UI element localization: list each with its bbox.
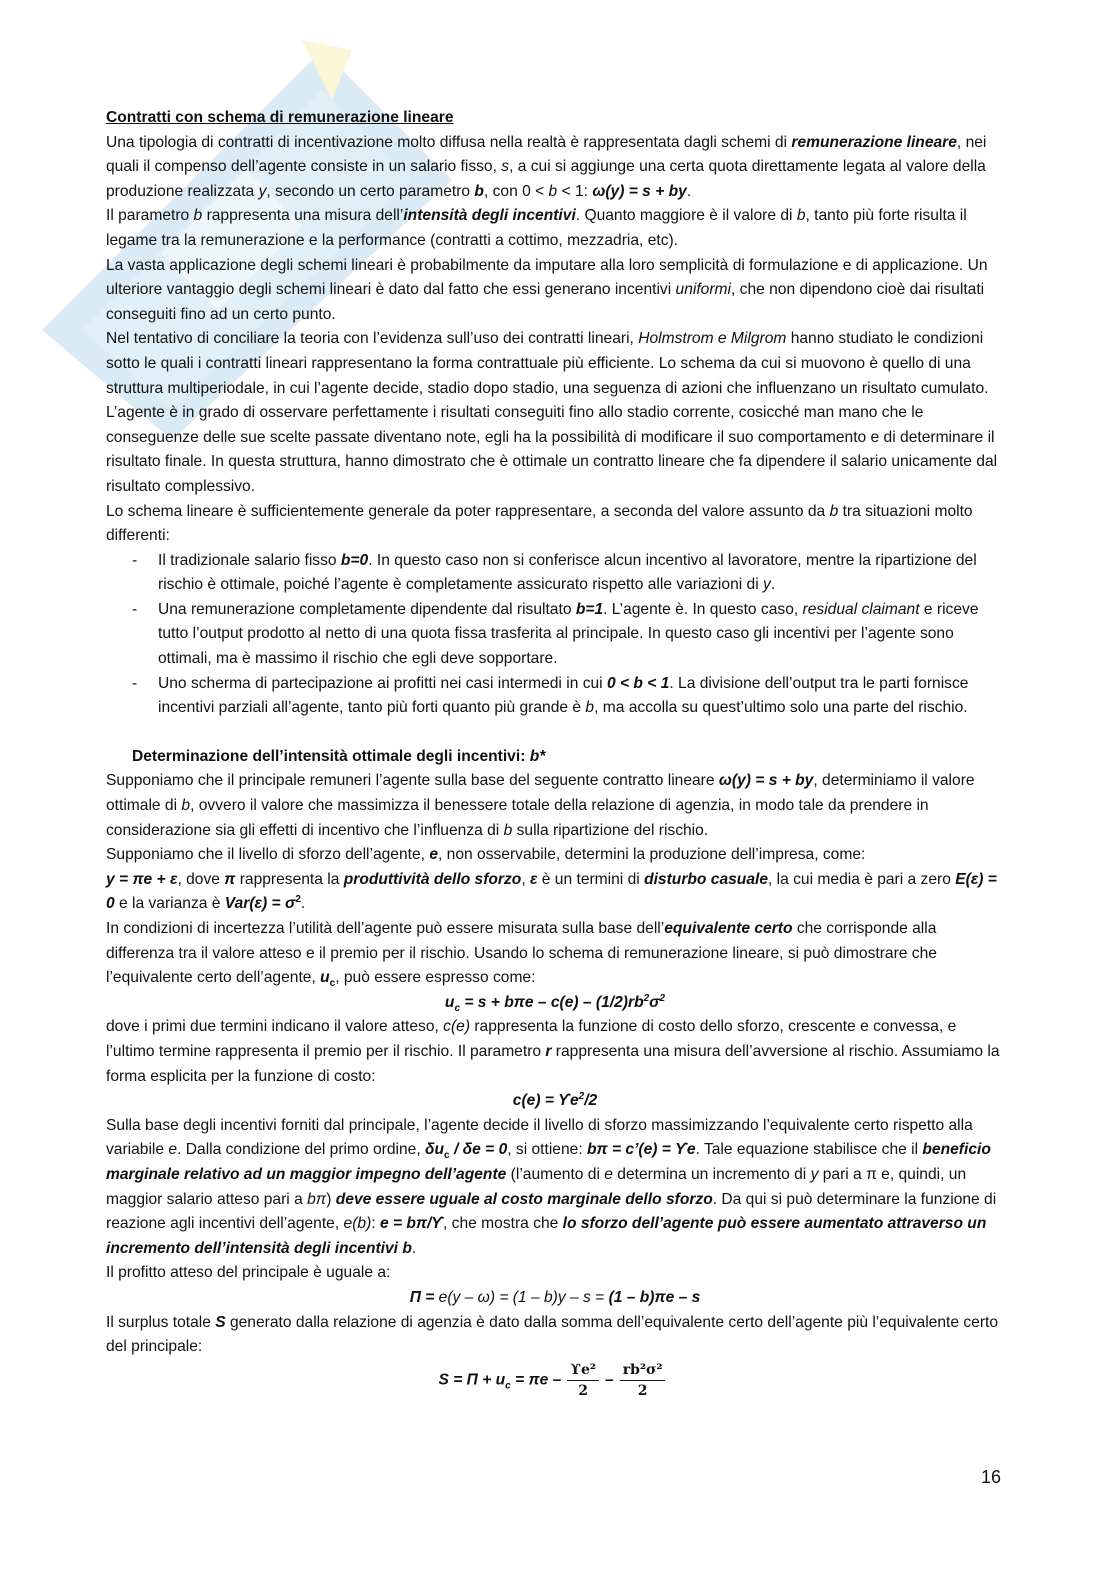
paragraph: Una tipologia di contratti di incentivazione molto diffusa nella realtà è rappresentata dagli schemi di remunerazione lineare, nei quali il compenso dell’agente consiste in un salario fisso, s, a cui si aggiunge una certa quota direttamente legata al valore della produzione realizzata y, secondo un certo parametro b, con 0 < b < 1: ω(y) = s + by. — [106, 133, 987, 200]
paragraph: Il surplus totale S generato dalla relazione di agenzia è dato dalla somma dell’equivalente certo dell’agente più l’equivalente certo del principale: — [106, 1313, 999, 1356]
list-item: - Uno scherma di partecipazione ai profitti nei casi intermedi in cui 0 < b < 1. La divisione dell’output tra le parti fornisce incentivi parziali all’agente, tanto più forti quanto più grande è b, ma accolla su quest’ultimo solo una parte del rischio. — [158, 672, 1004, 721]
paragraph: Supponiamo che il principale remuneri l’agente sulla base del seguente contratto lineare ω(y) = s + by, determiniamo il valore ottimale di b, ovvero il valore che massimizza il benessere totale della relazione di agenzia, in modo tale da prendere in considerazione sia gli effetti di incentivo che l’influenza di b sulla ripartizione del rischio. — [106, 772, 975, 839]
equation-principal-profit: Π = e(y – ω) = (1 – b)y – s = (1 – b)πe – s — [409, 1288, 701, 1306]
paragraph: y = πe + ε, dove π rappresenta la produttività dello sforzo, ε è un termini di disturbo casuale, la cui media è pari a zero E(ε) = 0 e la varianza è $Var(\varepsilon) = \sigma^2$. — [106, 870, 997, 913]
equation-total-surplus: $S = \Pi + u_c = \pi e$ – $\frac{\text{ϒe²}}{2}$ – $\frac{\text{rb²σ²}}{2}$ — [106, 1360, 1004, 1401]
paragraph: Nel tentativo di conciliare la teoria con l’evidenza sull’uso dei contratti lineari, Holmstrom e Milgrom hanno studiato le condizioni sotto le quali i contratti lineari rappresentano la forma contrattuale più efficiente. Lo schema da cui si muovono è quello di una struttura multiperiodale, in cui l’agente decide, stadio dopo stadio, una seguenza di azioni che influenzano un risultato cumulato. L’agente è in grado di osservare perfettamente i risultati conseguiti fino allo stadio corrente, cosicché man mano che le conseguenze delle sue scelte passate diventano note, egli ha la possibilità di modificare il suo comportamento e di determinare il risultato finale. In questa struttura, hanno dimostrato che è ottimale un contratto lineare che fa dipendere il salario unicamente dal risultato complessivo. — [106, 330, 998, 495]
paragraph: La vasta applicazione degli schemi lineari è probabilmente da imputare alla loro semplicità di formulazione e di applicazione. Un ulteriore vantaggio degli schemi lineari è dato dal fatto che essi generano incentivi uniformi, che non dipendono cioè dai risultati conseguiti fino ad un certo punto. — [106, 256, 988, 323]
subsection-title: Determinazione dell’intensità ottimale degli incentivi: b* — [132, 747, 546, 765]
paragraph: dove i primi due termini indicano il valore atteso, c(e) rappresenta la funzione di costo dello sforzo, crescente e convessa, e l’ultimo termine rappresenta il premio per il rischio. Il parametro r rappresenta una misura dell’avversione al rischio. Assumiamo la forma esplicita per la funzione di costo: — [106, 1018, 1000, 1085]
list-item: - Una remunerazione completamente dipendente dal risultato b=1. L’agente è. In questo caso, residual claimant e riceve tutto l’output prodotto al netto di una quota fissa trasferita al principale. In questo caso gli incentivi per l’agente sono ottimali, ma è massimo il rischio che egli deve sopportare. — [158, 598, 1004, 672]
fraction: $\frac{\text{ϒe²}}{2}$ — [567, 1360, 599, 1401]
equation-cost-function: $c(e) = ϒe^2/2$ — [512, 1090, 598, 1110]
paragraph: Il parametro b rappresenta una misura dell’intensità degli incentivi. Quanto maggiore è il valore di b, tanto più forte risulta il legame tra la remunerazione e la performance (contratti a cottimo, mezzadria, etc). — [106, 207, 967, 249]
section-title: Contratti con schema di remunerazione lineare — [106, 109, 454, 126]
paragraph: Sulla base degli incentivi forniti dal principale, l’agente decide il livello di sforzo massimizzando l’equivalente certo rispetto alla variabile e. Dalla condizione del primo ordine, $\delta u_c / \delta e = 0$, si ottiene: bπ = c’(e) = ϒe. Tale equazione stabilisce che il beneficio marginale relativo ad un maggior impegno dell’agente (l’aumento di e determina un incremento di y pari a π e, quindi, un maggior salario atteso pari a bπ) deve essere uguale al costo marginale dello sforzo. Da qui si può determinare la funzione di reazione agli incentivi dell’agente, e(b): e = bπ/ϒ, che mostra che lo sforzo dell’agente può essere aumentato attraverso un incremento dell’intensità degli incentivi b. — [106, 1116, 997, 1257]
page-number: 16 — [981, 1467, 1002, 1487]
document-body — [106, 106, 1004, 1401]
paragraph: Supponiamo che il livello di sforzo dell’agente, e, non osservabile, determini la produzione dell’impresa, come: — [106, 846, 866, 864]
fraction: $\frac{\text{rb²σ²}}{2}$ — [620, 1360, 666, 1401]
bullet-list — [106, 549, 1004, 721]
paragraph: Il profitto atteso del principale è uguale a: — [106, 1264, 391, 1282]
list-item: - Il tradizionale salario fisso b=0. In questo caso non si conferisce alcun incentivo al lavoratore, mentre la ripartizione del rischio è ottimale, poiché l’agente è completamente assicurato rispetto alle variazioni di y. — [158, 549, 1004, 598]
paragraph: In condizioni di incertezza l’utilità dell’agente può essere misurata sulla base dell’equivalente certo che corrisponde alla differenza tra il valore atteso e il premio per il rischio. Usando lo schema di remunerazione lineare, si può dimostrare che l’equivalente certo dell’agente, $u_c$, può essere espresso come: — [106, 920, 937, 990]
paragraph: Lo schema lineare è sufficientemente generale da poter rappresentare, a seconda del valore assunto da b tra situazioni molto differenti: — [106, 502, 973, 545]
equation-certainty-equivalent: $u_c = s + b\pi e - c(e) - (1/2)rb^2\sigma^2$ — [444, 992, 666, 1014]
